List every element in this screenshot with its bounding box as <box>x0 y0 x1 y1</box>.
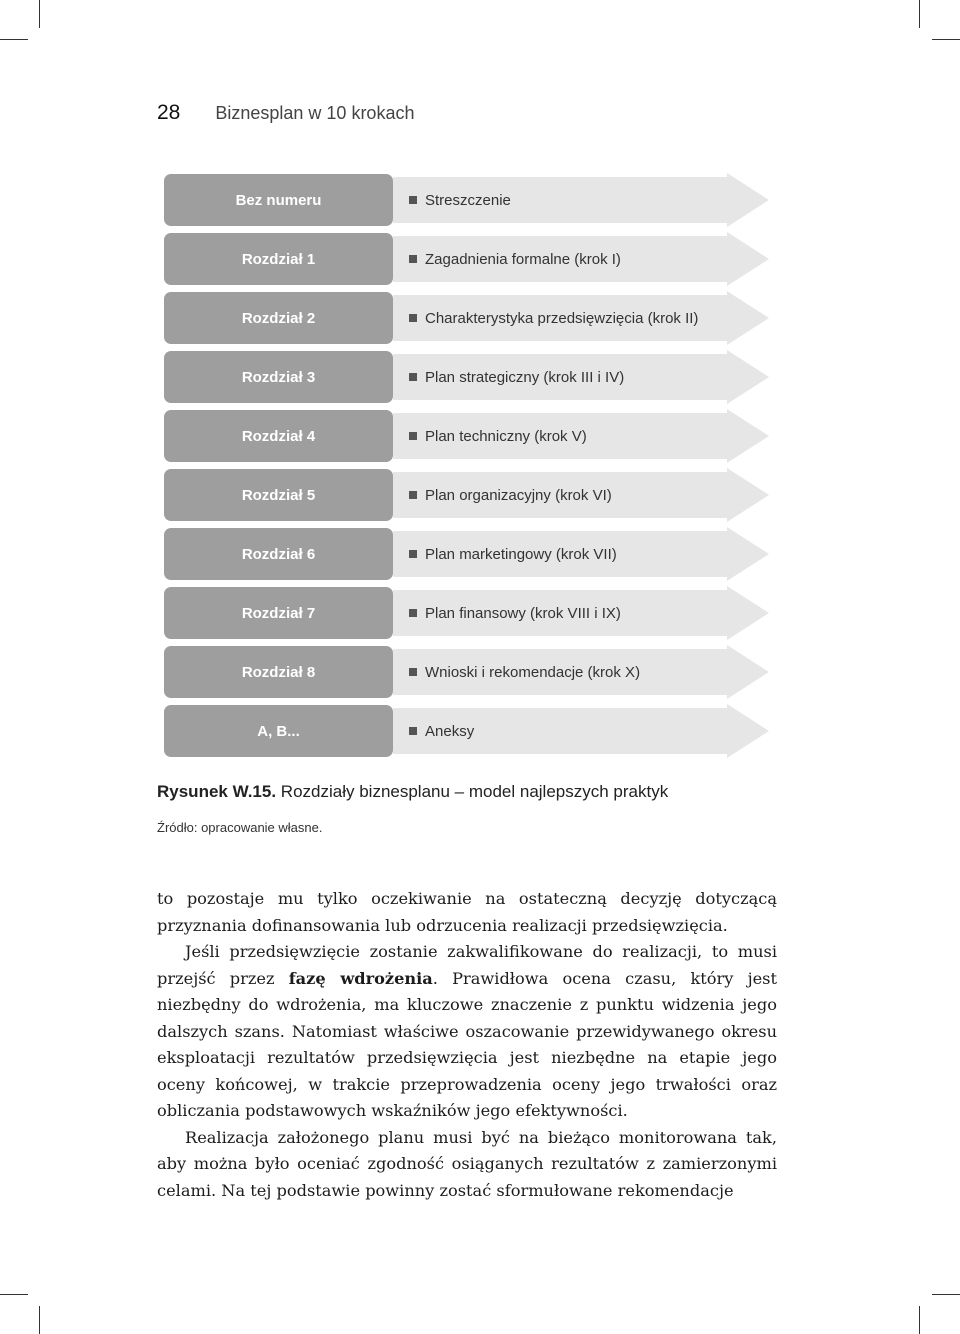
square-bullet-icon <box>409 668 417 676</box>
diagram-row <box>164 704 770 763</box>
crop-mark <box>0 1294 28 1295</box>
chapter-box: Rozdział 7 <box>164 587 393 639</box>
chapters-diagram <box>164 173 770 763</box>
content-label: Charakterystyka przedsięwzięcia (krok II) <box>425 309 699 327</box>
square-bullet-icon <box>409 432 417 440</box>
paragraph-part: . Prawidłowa ocena czasu, który jest niezbędny do wdrożenia, ma kluczowe znaczenie z punktu widzenia jego dalszych szans. Natomiast właściwe oszacowanie przewidywanego okresu eksploatacji rezultatów przedsięwzięcia jest niezbędne na etapie jego oceny końcowej, w trakcie przeprowadzenia oceny jego trwałości oraz obliczania podstawowych wskaźników jego efektywności. <box>157 968 777 1120</box>
content-label: Plan organizacyjny (krok VI) <box>425 486 612 504</box>
chapter-box: Rozdział 4 <box>164 410 393 462</box>
content-label: Plan marketingowy (krok VII) <box>425 545 617 563</box>
crop-mark <box>919 0 920 28</box>
chapter-box: Rozdział 5 <box>164 469 393 521</box>
chapter-box: Rozdział 3 <box>164 351 393 403</box>
content-label: Plan techniczny (krok V) <box>425 427 587 445</box>
bold-term: fazę wdrożenia <box>288 968 433 988</box>
square-bullet-icon <box>409 314 417 322</box>
chapter-box: Bez numeru <box>164 174 393 226</box>
diagram-row <box>164 232 770 291</box>
crop-mark <box>39 0 40 28</box>
crop-mark <box>932 39 960 40</box>
running-title: Biznesplan w 10 krokach <box>215 103 415 123</box>
page-header <box>157 101 414 131</box>
crop-mark <box>39 1306 40 1334</box>
figure-caption <box>157 782 668 802</box>
paragraph-part: Jeśli przedsięwzięcie zostanie zakwalifikowane do realizacji, to musi przejść przez <box>157 942 777 988</box>
diagram-row <box>164 468 770 527</box>
diagram-row <box>164 350 770 409</box>
chapter-content <box>409 292 698 344</box>
chapter-content <box>409 410 587 462</box>
diagram-row <box>164 409 770 468</box>
page-number: 28 <box>157 101 181 124</box>
chapter-content <box>409 233 621 285</box>
paragraph: to pozostaje mu tylko oczekiwanie na ostateczną decyzję dotyczącą przyznania dofinansowania lub odrzucenia realizacji przedsięwzięcia. <box>157 889 777 935</box>
chapter-content <box>409 705 474 757</box>
diagram-row <box>164 645 770 704</box>
content-label: Streszczenie <box>425 191 511 209</box>
content-label: Aneksy <box>425 722 475 740</box>
chapter-box: A, B... <box>164 705 393 757</box>
chapter-box: Rozdział 6 <box>164 528 393 580</box>
square-bullet-icon <box>409 550 417 558</box>
content-label: Zagadnienia formalne (krok I) <box>425 250 621 268</box>
diagram-row <box>164 291 770 350</box>
square-bullet-icon <box>409 727 417 735</box>
crop-mark <box>0 39 28 40</box>
content-label: Plan strategiczny (krok III i IV) <box>425 368 625 386</box>
paragraph: Realizacja założonego planu musi być na bieżąco monitorowana tak, aby można było oceniać zgodność osiąganych rezultatów z zamierzonymi celami. Na tej podstawie powinny zostać sformułowane rekomendacje <box>157 1127 777 1200</box>
square-bullet-icon <box>409 255 417 263</box>
content-label: Plan finansowy (krok VIII i IX) <box>425 604 621 622</box>
square-bullet-icon <box>409 609 417 617</box>
body-text <box>157 886 777 1204</box>
caption-text: Rozdziały biznesplanu – model najlepszych praktyk <box>280 782 669 801</box>
chapter-content <box>409 469 612 521</box>
diagram-row <box>164 173 770 232</box>
chapter-content <box>409 351 624 403</box>
diagram-row <box>164 527 770 586</box>
chapter-content <box>409 174 511 226</box>
content-label: Wnioski i rekomendacje (krok X) <box>425 663 641 681</box>
chapter-box: Rozdział 1 <box>164 233 393 285</box>
square-bullet-icon <box>409 373 417 381</box>
paragraph <box>157 939 777 1125</box>
chapter-box: Rozdział 8 <box>164 646 393 698</box>
figure-source: Źródło: opracowanie własne. <box>157 820 323 835</box>
crop-mark <box>932 1294 960 1295</box>
chapter-box: Rozdział 2 <box>164 292 393 344</box>
chapter-content <box>409 646 640 698</box>
diagram-row <box>164 586 770 645</box>
chapter-content <box>409 528 617 580</box>
square-bullet-icon <box>409 196 417 204</box>
chapter-content <box>409 587 621 639</box>
caption-label: Rysunek W.15. <box>157 782 277 801</box>
crop-mark <box>919 1306 920 1334</box>
square-bullet-icon <box>409 491 417 499</box>
